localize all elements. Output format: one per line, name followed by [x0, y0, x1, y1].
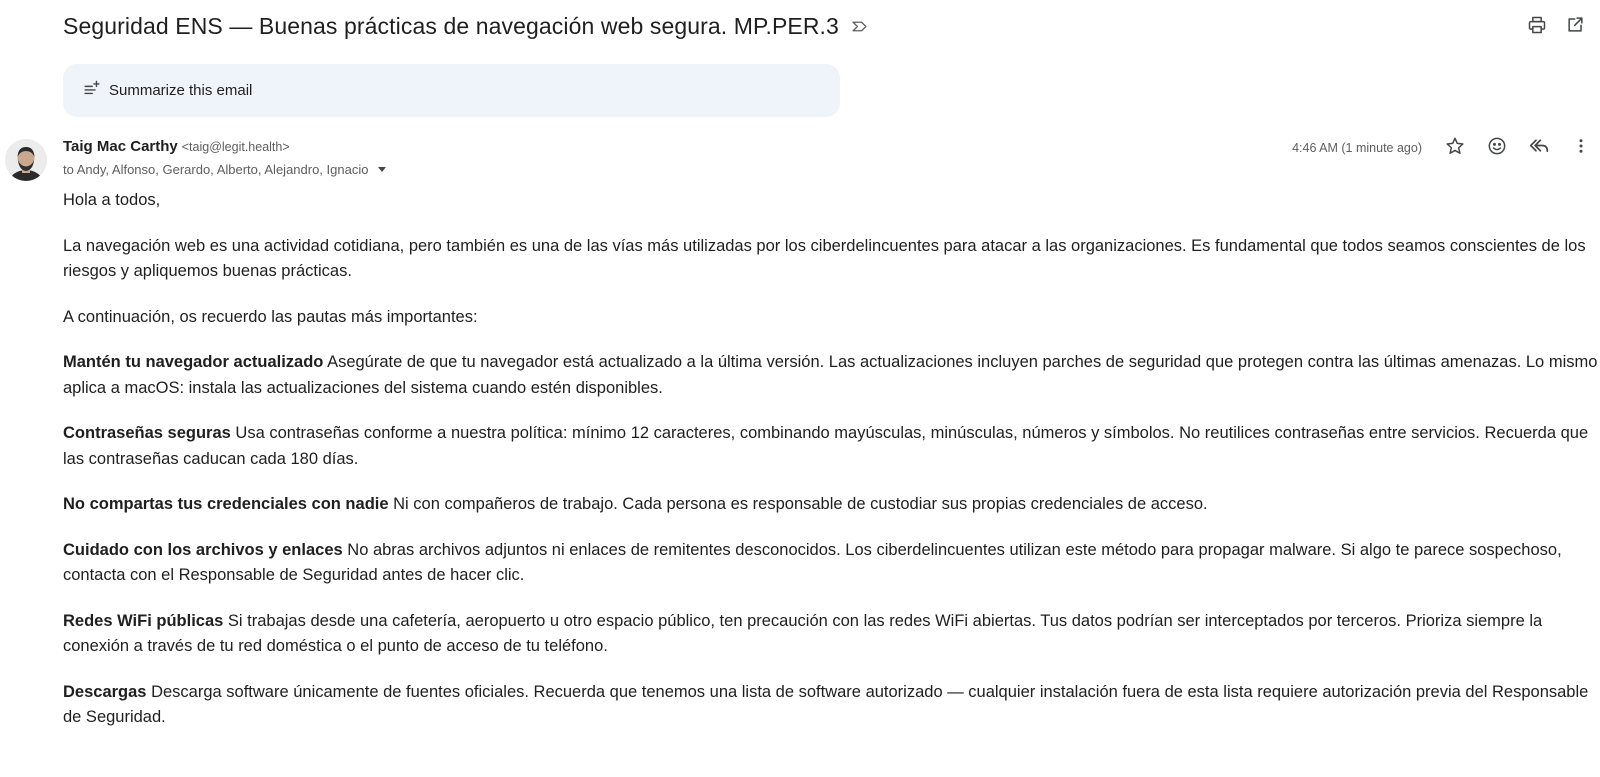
more-options-button[interactable] [1562, 131, 1600, 165]
sender-avatar[interactable] [5, 139, 47, 181]
summarize-icon [83, 80, 100, 102]
star-button[interactable] [1436, 131, 1474, 165]
message-timestamp: 4:46 AM (1 minute ago) [1292, 141, 1422, 155]
sender-line [63, 138, 290, 155]
message-actions [1292, 131, 1600, 165]
show-details-button[interactable] [374, 161, 390, 177]
tip-text: Si trabajas desde una cafetería, aeropuerto u otro espacio público, ten precaución con las redes WiFi abiertas. Tus datos podrían ser interceptados por terceros. Prioriza siempre la conexión a través de tu red doméstica o el punto de acceso de tu teléfono. [63, 611, 1543, 655]
open-in-new-window-icon [1566, 15, 1585, 39]
tip-text: Descarga software únicamente de fuentes oficiales. Recuerda que tenemos una lista de software autorizado — cualquier instalación fuera de esta lista requiere autorización previa del Responsable de Seguridad. [63, 682, 1589, 726]
tip-title: Contraseñas seguras [63, 424, 231, 442]
lead-paragraph: A continuación, os recuerdo las pautas más importantes: [63, 307, 478, 326]
sender-name[interactable]: Taig Mac Carthy [63, 138, 178, 155]
email-body [63, 188, 1598, 751]
open-in-new-window-button[interactable] [1558, 10, 1592, 44]
tip-paragraph [63, 350, 1598, 401]
tip-title: Mantén tu navegador actualizado [63, 353, 324, 371]
reply-all-icon [1529, 135, 1550, 161]
tip-text: Ni con compañeros de trabajo. Cada persona es responsable de custodiar sus propias credenciales de acceso. [393, 495, 1208, 513]
reply-all-button[interactable] [1520, 131, 1558, 165]
more-vert-icon [1572, 137, 1590, 160]
add-reaction-button[interactable] [1478, 131, 1516, 165]
summarize-label: Summarize this email [109, 82, 253, 99]
tip-title: Cuidado con los archivos y enlaces [63, 540, 343, 559]
caret-down-icon [377, 162, 387, 177]
tip-paragraph [63, 421, 1598, 472]
print-icon [1527, 15, 1547, 40]
greeting: Hola a todos, [63, 191, 161, 209]
tip-paragraph [63, 680, 1598, 731]
tip-text: No abras archivos adjuntos ni enlaces de remitentes desconocidos. Los ciberdelincuentes utilizan este método para propagar malware. Si algo te parece sospechoso, contacta con el Responsable de Seguridad antes de hacer clic. [63, 540, 1562, 584]
summarize-email-button[interactable] [63, 64, 840, 117]
recipients-list: to Andy, Alfonso, Gerardo, Alberto, Alejandro, Ignacio [63, 161, 369, 177]
intro-paragraph: La navegación web es una actividad cotidiana, pero también es una de las vías más utilizadas por los ciberdelincuentes para atacar a las organizaciones. Es fundamental que todos seamos conscientes de los riesgos y apliquemos buenas prácticas. [63, 236, 1586, 280]
star-outline-icon [1445, 136, 1465, 161]
email-subject: Seguridad ENS — Buenas prácticas de navegación web segura. MP.PER.3 [63, 12, 839, 39]
label-important-icon[interactable] [851, 17, 869, 35]
tip-title: Descargas [63, 682, 147, 701]
tip-paragraph [63, 538, 1598, 589]
recipients-line [63, 161, 390, 177]
print-all-button[interactable] [1520, 10, 1554, 44]
tip-title: No compartas tus credenciales con nadie [63, 495, 389, 513]
tip-paragraph [63, 492, 1598, 518]
sender-email: <taig@legit.health> [181, 140, 290, 154]
top-actions [1520, 10, 1592, 44]
tip-text: Usa contraseñas conforme a nuestra política: mínimo 12 caracteres, combinando mayúsculas, minúsculas, números y símbolos. No reutilices contraseñas entre servicios. Recuerda que las contraseñas caducan cada 180 días. [63, 424, 1589, 468]
tip-text: Asegúrate de que tu navegador está actualizado a la última versión. Las actualizaciones incluyen parches de seguridad que protegen contra las últimas amenazas. Lo mismo aplica a macOS: instala las actualizaciones del sistema cuando estén disponibles. [63, 353, 1598, 397]
tip-paragraph [63, 609, 1598, 660]
subject-row [63, 8, 1600, 44]
tip-title: Redes WiFi públicas [63, 611, 224, 630]
emoji-icon [1487, 136, 1507, 161]
